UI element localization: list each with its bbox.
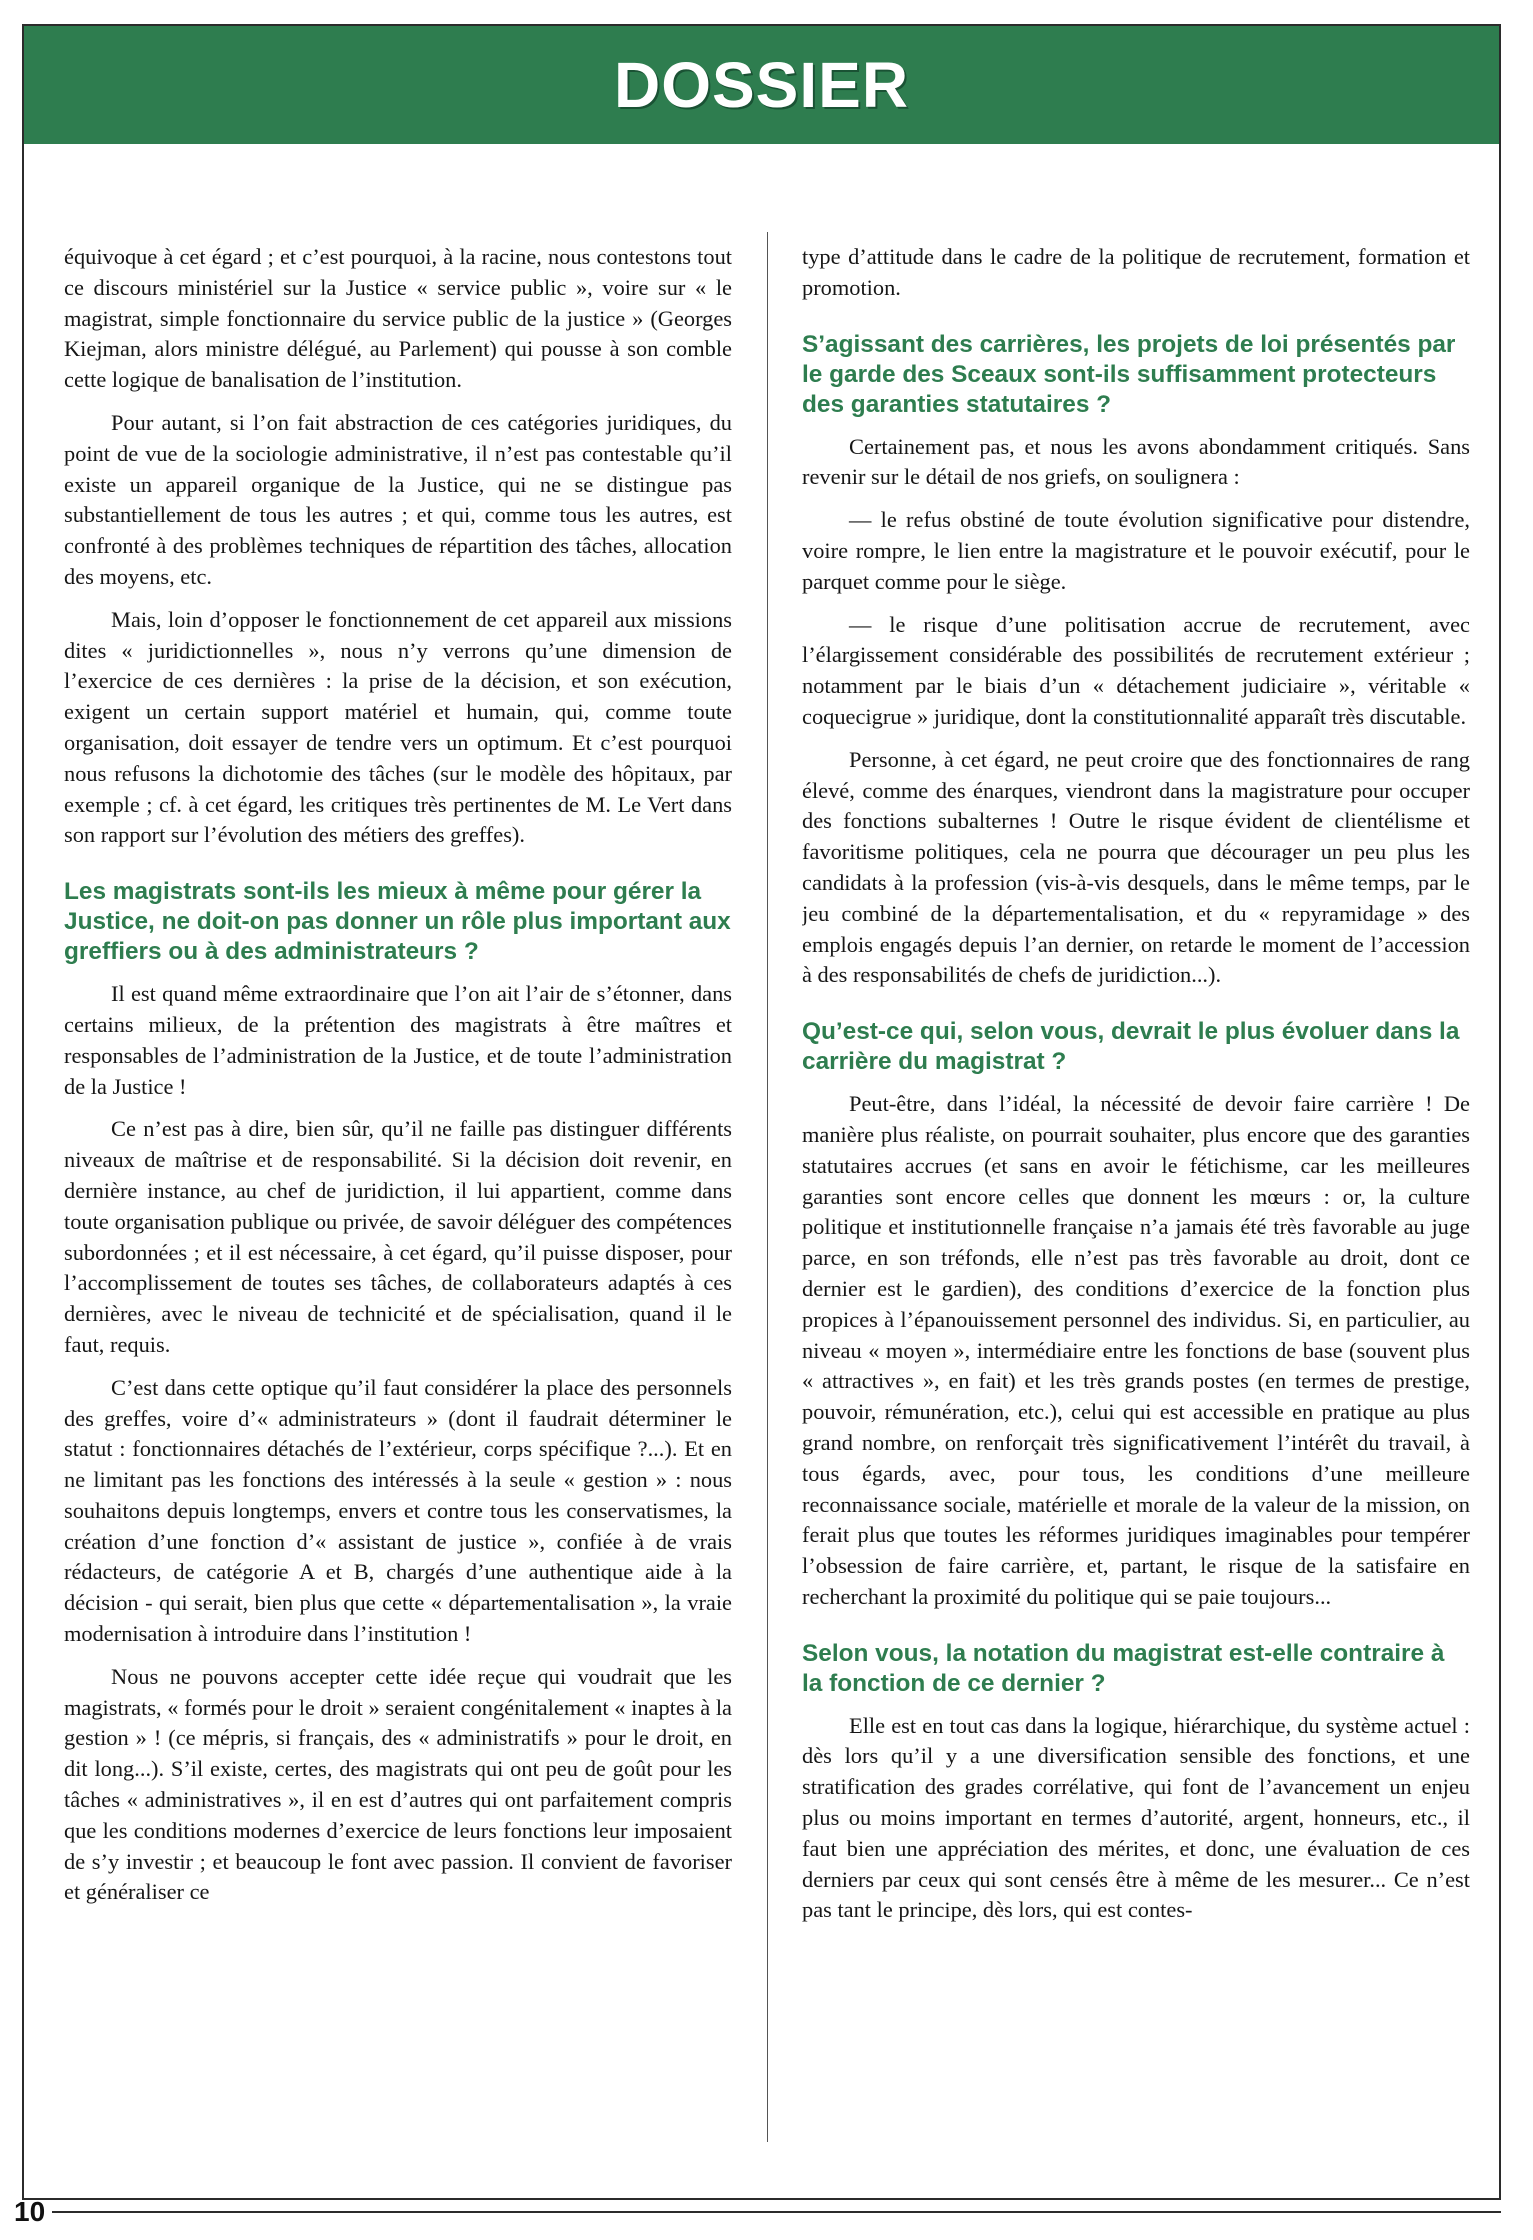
interview-question: S’agissant des carrières, les projets de loi présentés par le garde des Sceaux sont-ils suffisamment protecteurs des garanties statutaires ? [802,330,1456,418]
paragraph: type d’attitude dans le cadre de la politique de recrutement, formation et promotion. [802,244,1470,300]
paragraph: Pour autant, si l’on fait abstraction de ces catégories juridiques, du point de vue de la sociologie administrative, il n’est pas contestable qu’il existe un appareil organique de la Justice, qui ne se distingue pas substantiellement de tous les autres ; et qui, comme tous les autres, est confronté à des problèmes techniques de répartition des tâches, allocation des moyens, etc. [64,409,732,589]
paragraph: C’est dans cette optique qu’il faut considérer la place des personnels des greffes, voire d’« administrateurs » (dont il faudrait déterminer le statut : fonctionnaires détachés de l’extérieur, corps spécifique ?...). Et en ne limitant pas les fonctions des intéressés à la seule « gestion » : nous souhaitons depuis longtemps, envers et contre tous les conservatismes, la création d’une fonction d’« assistant de justice », confiée à de vrais rédacteurs, de catégorie A et B, chargés d’une authentique aide à la décision - qui serait, bien plus que cette « départementalisation », la vraie modernisation à introduire dans l’institution ! [64,1374,732,1647]
section-banner [24,26,1499,144]
left-column [64,242,732,2142]
paragraph: Ce n’est pas à dire, bien sûr, qu’il ne faille pas distinguer différents niveaux de maîtrise et de responsabilité. Si la décision doit revenir, en dernière instance, au chef de juridiction, il lui appartient, comme dans toute organisation publique ou privée, de savoir déléguer des compétences subordonnées ; et il est nécessaire, à cet égard, qu’il puisse disposer, pour l’accomplissement de toutes ses tâches, de collaborateurs adaptés à ces dernières, avec le niveau de technicité et de spécialisation, quand il le faut, requis. [64,1116,732,1357]
interview-question: Qu’est-ce qui, selon vous, devrait le plus évoluer dans la carrière du magistrat ? [802,1018,1460,1076]
page-number: 10 [14,2196,46,2227]
paragraph: Elle est en tout cas dans la logique, hiérarchique, du système actuel : dès lors qu’il y a une diversification sensible des fonctions, et une stratification des grades corrélative, qui font de l’avancement un enjeu plus ou moins important en termes d’autorité, argent, honneurs, etc., il faut bien une appréciation des mérites, et donc, une évaluation de ces derniers par ceux qui sont censés être à même de les mesurer... Ce n’est pas tant le principe, dès lors, qui est contes- [802,1712,1470,1923]
paragraph: — le risque d’une politisation accrue de recrutement, avec l’élargissement considérable des possibilités de recrutement extérieur ; notamment par le biais d’un « détachement judiciaire », véritable « coquecigrue » juridique, dont la constitutionnalité apparaît très discutable. [802,611,1470,729]
footer-rule [52,2211,1501,2213]
paragraph: Peut-être, dans l’idéal, la nécessité de devoir faire carrière ! De manière plus réaliste, on pourrait souhaiter, plus encore que des garanties statutaires accrues (et sans en avoir le fétichisme, car les meilleures garanties sont encore celles que donnent les mœurs : or, la culture politique et institutionnelle française n’a jamais été très favorable au juge parce, en son tréfonds, elle n’est pas très favorable au droit, dont ce dernier est le gardien), des conditions d’exercice de la fonction plus propices à l’épanouissement personnel des individus. Si, en particulier, au niveau « moyen », intermédiaire entre les fonctions de base (souvent plus « attractives », en fait) et les très grands postes (en termes de prestige, pouvoir, rémunération, etc.), celui qui est accessible en pratique au plus grand nombre, on renforçait très significativement l’intérêt du travail, à tous égards, avec, pour tous, les conditions d’une meilleure reconnaissance sociale, matérielle et morale de la valeur de la mission, on ferait plus que toutes les réformes juridiques imaginables pour tempérer l’obsession de faire carrière, et, partant, le risque de la satisfaire en recherchant la proximité du politique qui se paie toujours... [802,1091,1470,1609]
paragraph: équivoque à cet égard ; et c’est pourquoi, à la racine, nous contestons tout ce discours ministériel sur la Justice « service public », voire sur « le magistrat, simple fonctionnaire du service public de la justice » (Georges Kiejman, alors ministre délégué, au Parlement) qui pousse à son comble cette logique de banalisation de l’institution. [64,244,732,393]
section-title: DOSSIER [613,49,910,121]
paragraph: Nous ne pouvons accepter cette idée reçue qui voudrait que les magistrats, « formés pour le droit » seraient congénitalement « inaptes à la gestion » ! (ce mépris, si français, des « administratifs » pour le droit, en dit long...). S’il existe, certes, des magistrats qui ont peu de goût pour les tâches « administratives », il en est d’autres qui ont parfaitement compris que les conditions modernes d’exercice de leurs fonctions leur imposaient de s’y investir ; et beaucoup le font avec passion. Il convient de favoriser et généraliser ce [64,1663,732,1905]
paragraph: Certainement pas, et nous les avons abondamment critiqués. Sans revenir sur le détail de nos griefs, on soulignera : [802,433,1470,490]
paragraph: — le refus obstiné de toute évolution significative pour distendre, voire rompre, le lien entre la magistrature et le pouvoir exécutif, pour le parquet comme pour le siège. [802,507,1470,594]
column-divider [767,232,768,2142]
interview-question: Selon vous, la notation du magistrat est-elle contraire à la fonction de ce dernier ? [802,1639,1445,1697]
paragraph: Personne, à cet égard, ne peut croire que des fonctionnaires de rang élevé, comme des énarques, viendront dans la magistrature pour occuper des fonctions subalternes ! Outre le risque évident de clientélisme et favoritisme politiques, cela ne pourra que décourager un peu plus les candidats à la profession (vis-à-vis desquels, dans le même temps, par le jeu combiné de la départementalisation, et du « repyramidage » des emplois engagés depuis l’an dernier, on retarde le moment de l’accession à des responsabilités de chefs de juridiction...). [802,746,1470,988]
right-column [802,242,1470,2142]
paragraph: Il est quand même extraordinaire que l’on ait l’air de s’étonner, dans certains milieux, de la prétention des magistrats à être maîtres et responsables de l’administration de la Justice, et de toute l’administration de la Justice ! [64,981,732,1099]
interview-question: Les magistrats sont-ils les mieux à même pour gérer la Justice, ne doit-on pas donner un rôle plus important aux greffiers ou à des administrateurs ? [64,878,731,966]
paragraph: Mais, loin d’opposer le fonctionnement de cet appareil aux missions dites « juridictionnelles », nous n’y verrons qu’une dimension de l’exercice de ces dernières : la prise de la décision, et son exécution, exigent un certain support matériel et humain, qui, comme toute organisation, doit essayer de tendre vers un optimum. Et c’est pourquoi nous refusons la dichotomie des tâches (sur le modèle des hôpitaux, par exemple ; cf. à cet égard, les critiques très pertinentes de M. Le Vert dans son rapport sur l’évolution des métiers des greffes). [64,606,732,848]
